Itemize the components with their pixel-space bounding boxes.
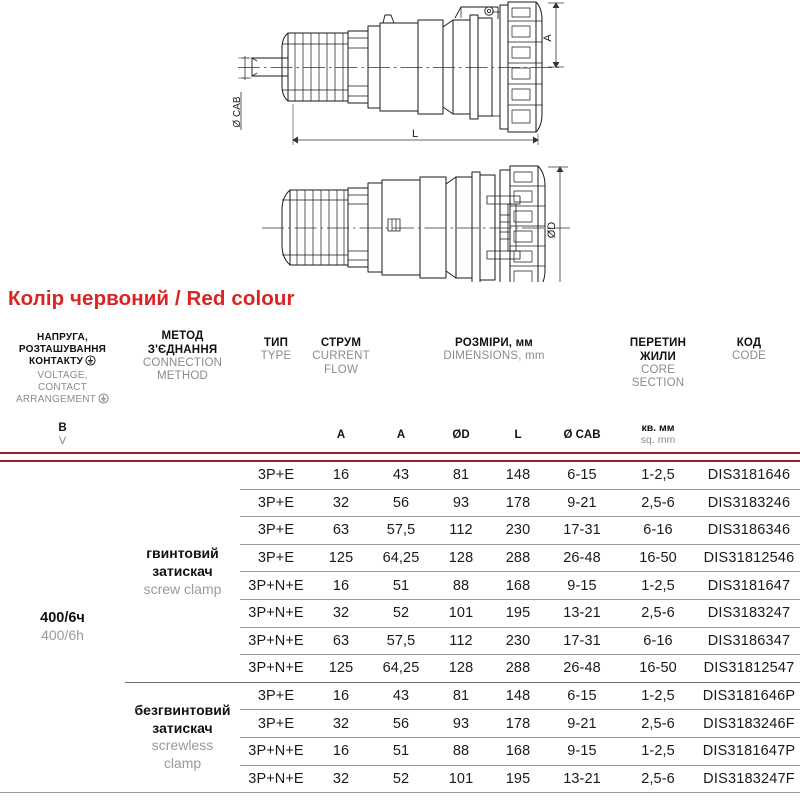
cell-dim-od: 101 [432,765,490,793]
header-voltage [0,322,125,418]
cell-current: 125 [312,544,370,572]
unit-current [312,418,370,452]
connection-method-cell [125,462,240,682]
unit-voltage-ua: В [58,422,67,435]
cell-type: 3P+N+E [240,737,312,765]
cell-core-section: 2,5-6 [618,489,698,517]
cell-current: 16 [312,682,370,710]
cell-dim-cab: 9-15 [546,572,618,600]
cell-code: DIS3183247F [698,765,800,793]
unit-voltage-en: V [58,435,67,448]
cell-code: DIS3186347 [698,627,800,655]
table-unit-row [0,418,800,452]
header-voltage-en-3 [0,393,125,408]
cell-dim-a: 52 [370,599,432,627]
cell-dim-a: 43 [392,467,410,484]
connection-method-cell [125,682,240,792]
header-core-en-2: SECTION [631,377,685,390]
cell-dim-cab: 26-48 [546,544,618,572]
cell-code: DIS3183246F [698,710,800,738]
cell-dim-a: 51 [370,737,432,765]
unit-dim-l-ua: L [514,428,522,441]
cell-dim-cab: 6-15 [567,467,597,484]
cell-dim-a: 57,5 [370,517,432,545]
cell-dim-l: 178 [490,710,546,738]
header-core-section [618,322,698,418]
table-body [0,462,800,793]
cell-current: 32 [312,710,370,738]
cell-code: DIS3181646P [698,682,800,710]
unit-dim-cab [546,418,618,452]
header-voltage-en-2: CONTACT [38,381,87,393]
cell-dim-a: 64,25 [370,544,432,572]
cell-core-section: 2,5-6 [618,599,698,627]
cell-type: 3P+E [240,682,312,710]
header-method-en-2: METHOD [156,370,209,383]
header-code [698,322,800,418]
dimension-label-od: ØD [546,221,558,239]
dimension-label-cab: Ø CAB [232,96,243,128]
plug-bottom-view [262,166,570,282]
cell-current: 16 [312,572,370,600]
cell-dim-cab: 9-21 [546,710,618,738]
cell-current: 125 [312,655,370,683]
section-title [8,286,792,312]
header-current-ua: СТРУМ [320,337,362,349]
cell-code: DIS3186346 [698,517,800,545]
cell-type: 3P+E [240,710,312,738]
voltage-value-cell [0,462,125,793]
cell-dim-cab: 13-21 [546,765,618,793]
cell-type: 3P+N+E [240,599,312,627]
cell-dim-a: 64,25 [370,655,432,683]
cell-dim-od: 81 [452,467,470,484]
unit-core-en: sq. mm [640,434,676,446]
earth-ground-icon [85,355,96,370]
header-voltage-en-3-text: ARRANGEMENT [16,394,96,406]
header-method-en-1: CONNECTION [142,357,223,369]
cell-type: 3P+N+E [240,655,312,683]
cell-dim-l: 168 [490,572,546,600]
table-bottom-rule [0,793,800,796]
unit-current-ua: A [336,428,346,441]
header-red-rule [0,452,800,462]
cell-type: 3P+N+E [240,572,312,600]
cell-dim-l: 168 [490,737,546,765]
method-ua-line-0: безгвинтовий [134,701,231,718]
cell-core-section: 16-50 [618,655,698,683]
cell-dim-od: 112 [432,517,490,545]
unit-code [698,418,800,452]
table-bottom-rule-row [0,793,800,796]
cell-dim-l: 148 [505,467,531,484]
cell-dim-od: 128 [432,655,490,683]
page-title: Колір червоний / Red colour [8,287,295,310]
method-en-line-1: clamp [163,755,202,772]
unit-core [618,418,698,452]
cell-dim-od: 112 [432,627,490,655]
cell-current: 63 [312,517,370,545]
table-row [0,462,800,489]
header-type-en: TYPE [260,350,292,362]
cell-dim-cab: 9-15 [546,737,618,765]
cell-core-section: 1-2,5 [618,572,698,600]
cell-type: 3P+E [240,489,312,517]
cell-dim-a: 51 [370,572,432,600]
unit-voltage [0,418,125,452]
cell-dim-od: 93 [432,489,490,517]
header-voltage-ua-3-text: КОНТАКТУ [28,356,84,368]
cell-dim-od: 88 [432,737,490,765]
cell-code: DIS3181647 [698,572,800,600]
header-red-rule-cell [0,452,800,462]
cell-current: 32 [312,489,370,517]
header-dimensions-en: DIMENSIONS, mm [443,350,545,362]
cell-dim-l: 195 [490,599,546,627]
method-en-line-0: screwless [151,737,214,754]
cell-code: DIS3181646 [707,467,791,484]
cell-dim-l: 178 [490,489,546,517]
header-type-ua: ТИП [263,336,289,349]
cell-current: 63 [312,627,370,655]
unit-core-ua: кв. мм [641,422,675,435]
header-voltage-ua-3 [0,355,125,370]
cell-dim-l: 288 [490,655,546,683]
method-en-line-0: screw clamp [143,580,222,597]
cell-dim-a: 43 [370,682,432,710]
technical-drawings [0,0,800,282]
cell-type: 3P+E [240,517,312,545]
cell-dim-cab: 6-15 [546,682,618,710]
header-current-flow [312,322,370,418]
cell-current: 16 [312,737,370,765]
header-current-en-2: FLOW [323,363,359,376]
unit-dim-cab-ua: Ø CAB [563,428,601,441]
cell-current: 32 [312,599,370,627]
unit-dim-od-ua: ØD [452,428,470,441]
header-code-en: CODE [732,350,767,362]
cell-code: DIS3181647P [698,737,800,765]
dimension-label-a: A [542,34,554,42]
cell-dim-l: 288 [490,544,546,572]
header-red-rule-row [0,452,800,462]
cell-type: 3P+E [257,467,295,484]
unit-dim-od [432,418,490,452]
cell-dim-cab: 17-31 [546,627,618,655]
cell-dim-cab: 9-21 [546,489,618,517]
cell-type: 3P+N+E [240,765,312,793]
cell-core-section: 2,5-6 [618,765,698,793]
header-core-ua-2: ЖИЛИ [640,350,676,363]
cell-dim-od: 93 [432,710,490,738]
cell-dim-l: 148 [490,682,546,710]
cell-dim-a: 52 [370,765,432,793]
method-ua-line-1: затискач [152,719,213,736]
cell-type: 3P+N+E [240,627,312,655]
unit-method [125,418,240,452]
unit-dim-l [490,418,546,452]
drawing-svg [0,0,800,282]
header-method-ua-2: З'ЄДНАННЯ [147,343,218,356]
cell-dim-cab: 17-31 [546,517,618,545]
cell-code: DIS31812546 [698,544,800,572]
header-dimensions [370,322,618,418]
table-header-row [0,322,800,418]
header-current-en-1: CURRENT [312,350,370,363]
cell-code: DIS3183247 [698,599,800,627]
header-connection-method [125,322,240,418]
header-voltage-ua-1: НАПРУГА, [37,332,88,344]
cell-dim-od: 128 [432,544,490,572]
header-code-ua: КОД [736,336,762,349]
cell-dim-a: 56 [370,710,432,738]
cell-code: DIS3183246 [698,489,800,517]
cell-dim-od: 81 [432,682,490,710]
earth-ground-icon-2 [98,393,109,408]
cell-core-section: 1-2,5 [641,467,675,484]
cell-core-section: 16-50 [618,544,698,572]
cell-current: 16 [332,467,350,484]
cell-dim-od: 101 [432,599,490,627]
cell-dim-a: 57,5 [370,627,432,655]
cell-dim-l: 230 [490,627,546,655]
cell-code: DIS31812547 [698,655,800,683]
header-type [240,322,312,418]
header-voltage-en-1: VOLTAGE, [37,370,88,381]
specification-table [0,322,800,795]
cell-dim-l: 230 [490,517,546,545]
method-ua-line-1: затискач [152,562,213,579]
header-dimensions-ua: РОЗМІРИ, мм [455,336,533,349]
method-ua-line-0: гвинтовий [146,545,219,562]
header-core-en-1: CORE [641,364,676,376]
cell-core-section: 6-16 [618,627,698,655]
cell-core-section: 1-2,5 [618,682,698,710]
plug-top-view [238,2,560,132]
header-voltage-ua-2: РОЗТАШУВАННЯ [18,343,107,355]
voltage-value-en: 400/6h [41,627,84,644]
cell-core-section: 1-2,5 [618,737,698,765]
header-method-ua-1: МЕТОД [161,330,204,343]
cell-dim-cab: 13-21 [546,599,618,627]
cell-dim-od: 88 [432,572,490,600]
unit-dim-a-ua: A [396,428,406,441]
header-core-ua-1: ПЕРЕТИН [629,337,687,350]
dimension-label-l: L [411,128,419,140]
cell-dim-cab: 26-48 [546,655,618,683]
unit-dim-a [370,418,432,452]
cell-core-section: 2,5-6 [618,710,698,738]
cell-type: 3P+E [240,544,312,572]
cell-core-section: 6-16 [618,517,698,545]
voltage-value-ua: 400/6ч [40,609,85,626]
cell-current: 32 [312,765,370,793]
cell-dim-a: 56 [370,489,432,517]
unit-type [240,418,312,452]
cell-dim-l: 195 [490,765,546,793]
